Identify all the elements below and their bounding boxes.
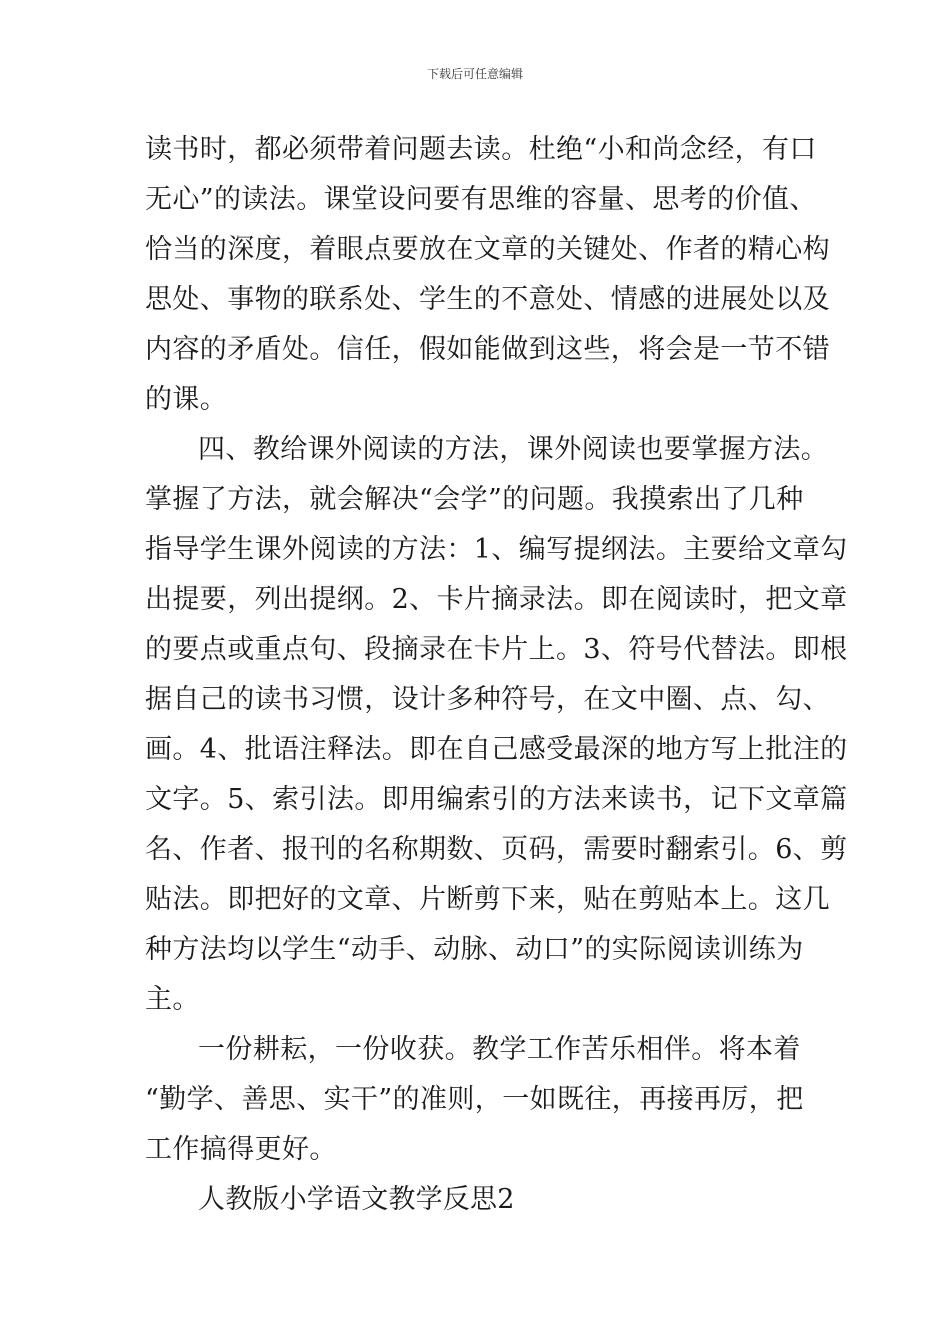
- body-line: 出提要，列出提纲。2、卡片摘录法。即在阅读时，把文章: [145, 584, 848, 615]
- body-line: 掌握了方法，就会解决“会学”的问题。我摸索出了几种: [145, 484, 804, 515]
- body-line: 读书时，都必须带着问题去读。杜绝“小和尚念经，有口: [145, 134, 817, 165]
- body-line: 的课。: [145, 384, 228, 415]
- page-header: 下载后可任意编辑: [426, 67, 523, 81]
- body-line: 内容的矛盾处。信任，假如能做到这些，将会是一节不错: [145, 334, 830, 365]
- body-line: 的要点或重点句、段摘录在卡片上。3、符号代替法。即根: [145, 634, 848, 665]
- body-line: 据自己的读书习惯，设计多种符号，在文中圈、点、勾、: [145, 684, 830, 715]
- body-line: 指导学生课外阅读的方法：1、编写提纲法。主要给文章勾: [145, 534, 848, 565]
- body-line: 恰当的深度，着眼点要放在文章的关键处、作者的精心构: [145, 234, 830, 265]
- body-line: 种方法均以学生“动手、动脉、动口”的实际阅读训练为: [145, 934, 804, 965]
- body-line: 文字。5、索引法。即用编索引的方法来读书，记下文章篇: [145, 784, 848, 815]
- body-line: 一份耕耘，一份收获。教学工作苦乐相伴。将本着: [198, 1034, 801, 1065]
- body-line: 贴法。即把好的文章、片断剪下来，贴在剪贴本上。这几: [145, 884, 830, 915]
- body-line: 画。4、批语注释法。即在自己感受最深的地方写上批注的: [145, 734, 848, 765]
- body-line: 主。: [145, 984, 200, 1015]
- body-line: 思处、事物的联系处、学生的不意处、情感的进展处以及: [145, 284, 830, 315]
- body-line: “勤学、善思、实干”的准则，一如既往，再接再厉，把: [145, 1084, 804, 1115]
- body-line: 工作搞得更好。: [145, 1134, 337, 1165]
- section-heading: 人教版小学语文教学反思2: [198, 1184, 515, 1215]
- body-line: 无心”的读法。课堂设问要有思维的容量、思考的价值、: [145, 184, 817, 215]
- body-line: 四、教给课外阅读的方法，课外阅读也要掌握方法。: [198, 434, 829, 465]
- body-line: 名、作者、报刊的名称期数、页码，需要时翻索引。6、剪: [145, 834, 848, 865]
